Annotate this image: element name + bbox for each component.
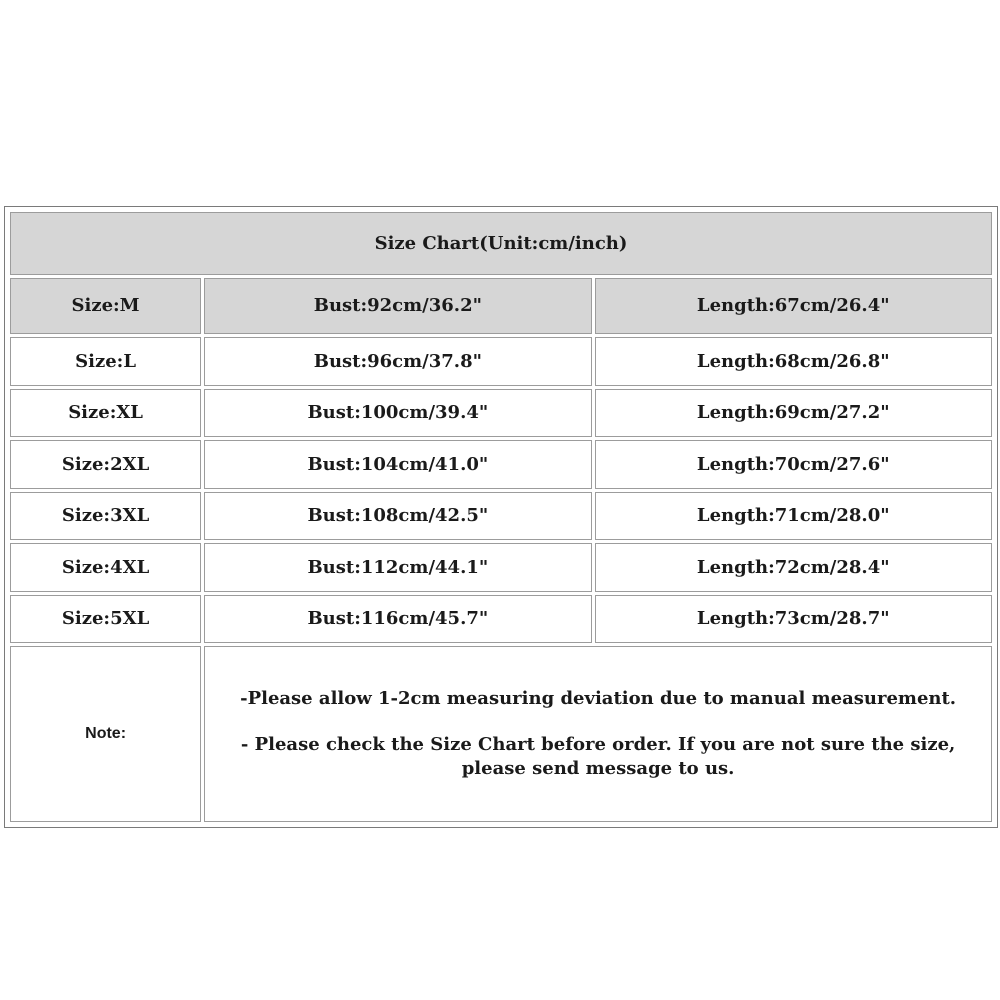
size-cell: Size:3XL [10, 492, 201, 540]
table-row [10, 543, 992, 591]
note-line-check-chart: - Please check the Size Chart before order. If you are not sure the size, please send message to us. [240, 734, 956, 780]
length-cell: Length:69cm/27.2" [595, 389, 992, 437]
bust-cell: Bust:100cm/39.4" [204, 389, 591, 437]
length-cell: Length:70cm/27.6" [595, 440, 992, 488]
size-chart-table [7, 209, 995, 825]
size-chart [4, 206, 998, 828]
table-row [10, 278, 992, 335]
size-cell: Size:L [10, 337, 201, 385]
size-cell: Size:XL [10, 389, 201, 437]
length-cell: Length:71cm/28.0" [595, 492, 992, 540]
table-row [10, 492, 992, 540]
bust-cell: Bust:104cm/41.0" [204, 440, 591, 488]
bust-cell: Bust:116cm/45.7" [204, 595, 591, 643]
size-cell: Size:5XL [10, 595, 201, 643]
bust-cell: Bust:96cm/37.8" [204, 337, 591, 385]
table-row [10, 440, 992, 488]
note-label: Note: [10, 646, 201, 822]
size-cell: Size:M [10, 278, 201, 335]
size-cell: Size:2XL [10, 440, 201, 488]
size-cell: Size:4XL [10, 543, 201, 591]
length-cell: Length:67cm/26.4" [595, 278, 992, 335]
length-cell: Length:72cm/28.4" [595, 543, 992, 591]
note-row [10, 646, 992, 822]
table-row [10, 389, 992, 437]
bust-cell: Bust:108cm/42.5" [204, 492, 591, 540]
chart-title: Size Chart(Unit:cm/inch) [10, 212, 992, 275]
title-row [10, 212, 992, 275]
note-line-deviation: -Please allow 1-2cm measuring deviation due to manual measurement. [240, 688, 957, 710]
bust-cell: Bust:112cm/44.1" [204, 543, 591, 591]
length-cell: Length:73cm/28.7" [595, 595, 992, 643]
bust-cell: Bust:92cm/36.2" [204, 278, 591, 335]
table-row [10, 595, 992, 643]
length-cell: Length:68cm/26.8" [595, 337, 992, 385]
note-text [204, 646, 992, 822]
table-row [10, 337, 992, 385]
